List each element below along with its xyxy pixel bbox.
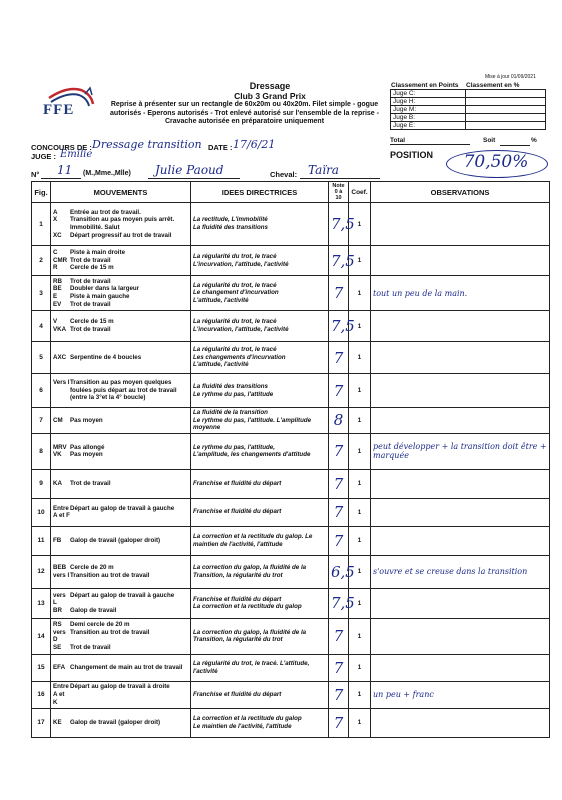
idea-line: La correction et la rectitude du galop (193, 715, 302, 723)
movement-line (53, 301, 188, 309)
figure-number: 2 (32, 246, 51, 276)
movement-text: Entrée au trot de travail. (70, 208, 141, 216)
movements-cell (51, 246, 191, 276)
movement-line (53, 505, 188, 520)
movement-letters: CMR (53, 256, 68, 264)
movement-text: Demi cercle de 20 m (70, 621, 130, 629)
movement-text: Cercle de 15 m (70, 264, 114, 272)
coef-cell: 1 (349, 276, 371, 311)
movements-cell (51, 618, 191, 654)
idea-line: La fluidité des transitions (193, 224, 268, 231)
note-cell: 7 (329, 618, 349, 654)
figure-number: 11 (32, 526, 51, 555)
coef-cell: 1 (349, 654, 371, 681)
note-cell: 7 (329, 469, 349, 498)
idea-line: La régularité du trot, le tracé (193, 252, 277, 260)
movement-letters: Entre A et F (53, 504, 70, 520)
final-score: 70,50% (463, 152, 529, 172)
juge-label: JUGE : (31, 152, 57, 161)
observation-cell: peut développer + la transition doit être + marquée (371, 433, 550, 469)
idea-line: La fluidité des transitions (193, 382, 268, 390)
observation-cell (371, 654, 550, 681)
note-cell: 7 (329, 342, 349, 374)
cheval-value: Taïra (308, 163, 339, 177)
movement-text: Départ au galop de travail à gauche (70, 591, 175, 599)
judge-c: Juge C: (391, 90, 466, 98)
cheval-label: Cheval: (270, 170, 298, 179)
rider-value: Julie Paoud (155, 163, 224, 177)
movement-letters: SE (53, 643, 62, 651)
observation-cell (371, 203, 550, 246)
movement-text: Cercle de 15 m (70, 318, 114, 326)
observation-cell (371, 618, 550, 654)
observation-cell: un peu + franc (371, 681, 550, 708)
concours-value: Dressage transition (92, 138, 202, 151)
header-note: Note 0 à 10 (329, 182, 349, 203)
form-subtitle: Club 3 Grand Prix (234, 91, 306, 101)
header-coef: Coef. (349, 182, 371, 203)
movements-cell (51, 654, 191, 681)
movement-text: Trot de travail (70, 479, 111, 487)
total-label: Total (390, 137, 470, 145)
movement-line (53, 664, 188, 672)
movement-text: Serpentine de 4 boucles (70, 353, 142, 361)
idea-line: La régularité du trot, le tracé (193, 281, 277, 289)
idea-line: Le changement d'incurvation (193, 289, 279, 297)
figure-number: 15 (32, 654, 51, 681)
idea-line: L'attitude, l'activité (193, 361, 249, 369)
ideas-cell (191, 276, 329, 311)
coef-cell: 1 (349, 433, 371, 469)
judge-m: Juge M: (391, 106, 466, 114)
movement-line (53, 621, 188, 629)
idea-line: La correction du galop, la fluidité de la (193, 564, 307, 572)
movement-letters: C (53, 249, 58, 257)
idea-line: Franchise et fluidité du départ (193, 690, 282, 698)
date-value: 17/6/21 (233, 138, 276, 151)
ideas-cell (191, 342, 329, 374)
header-mouvements: MOUVEMENTS (51, 182, 191, 203)
figure-number: 13 (32, 588, 51, 618)
idea-line: La régularité du trot, le tracé. L'attitude, l'activité (193, 660, 310, 675)
movement-letters: XC (53, 231, 62, 239)
note-cell: 7,5 (329, 588, 349, 618)
movements-cell (51, 342, 191, 374)
movements-cell (51, 311, 191, 342)
ideas-cell (191, 246, 329, 276)
movement-line (53, 607, 188, 615)
movement-line (53, 216, 188, 231)
table-row (32, 618, 550, 654)
movement-letters: vers I (53, 571, 70, 579)
movements-cell (51, 469, 191, 498)
rider-label: (M.,Mme.,Mlle) (83, 170, 131, 177)
coef-cell: 1 (349, 342, 371, 374)
coef-cell: 1 (349, 246, 371, 276)
movement-text: Trot de travail (70, 643, 111, 651)
ideas-cell (191, 654, 329, 681)
figure-number: 5 (32, 342, 51, 374)
movement-line (53, 285, 188, 293)
idea-line: Le maintien de l'activité, l'attitude (193, 722, 292, 730)
movement-line (53, 232, 188, 240)
movement-letters: MRV (53, 443, 67, 451)
figure-number: 8 (32, 433, 51, 469)
idea-line: La régularité du trot, le tracé (193, 318, 277, 326)
movement-text: Piste à main droite (70, 249, 126, 257)
movement-line (53, 326, 188, 334)
movement-letters: BEB (53, 564, 67, 572)
note-cell: 7,5 (329, 203, 349, 246)
ranking-col1: Classement en Points (391, 82, 459, 89)
coef-cell: 1 (349, 469, 371, 498)
movement-letters: V (53, 318, 58, 326)
movement-line (53, 480, 188, 488)
movement-text: Départ progressif au trot de travail (70, 231, 172, 239)
judges-table (390, 89, 546, 130)
judge-b: Juge B: (391, 114, 466, 122)
movement-text: Départ au galop de travail à gauche (70, 504, 175, 512)
ideas-cell (191, 618, 329, 654)
movement-letters: AXC (53, 353, 67, 361)
movement-line (53, 644, 188, 652)
idea-line: Franchise et fluidité du départ (193, 479, 282, 487)
movement-line (53, 264, 188, 272)
coef-cell: 1 (349, 681, 371, 708)
movement-text: Piste à main gauche (70, 293, 130, 300)
note-cell: 6,5 (329, 555, 349, 588)
update-note: Mise à jour 01/09/2021 (485, 74, 536, 80)
figure-number: 14 (32, 618, 51, 654)
observation-cell (371, 708, 550, 737)
movements-cell (51, 708, 191, 737)
movement-letters: BE (53, 285, 62, 293)
table-row (32, 203, 550, 246)
figure-number: 16 (32, 681, 51, 708)
coef-cell: 1 (349, 618, 371, 654)
table-row (32, 498, 550, 526)
number-label: N° (31, 170, 40, 179)
observation-cell (371, 374, 550, 408)
movements-cell (51, 203, 191, 246)
coef-cell: 1 (349, 498, 371, 526)
movement-line (53, 629, 188, 644)
figure-number: 7 (32, 408, 51, 434)
number-value: 11 (57, 163, 73, 177)
idea-line: La régularité du trot, le tracé (193, 346, 277, 354)
movement-text: Trot de travail (70, 256, 111, 264)
movements-cell (51, 555, 191, 588)
table-row (32, 276, 550, 311)
concours-label: CONCOURS DE : (31, 143, 92, 152)
figure-number: 10 (32, 498, 51, 526)
movement-line (53, 318, 188, 326)
movement-line (53, 379, 188, 402)
note-cell: 7 (329, 498, 349, 526)
movement-line (53, 537, 188, 545)
table-row (32, 311, 550, 342)
org-name: FFE (43, 102, 75, 118)
idea-line: Franchise et fluidité du départ (193, 595, 282, 603)
coef-cell: 1 (349, 311, 371, 342)
movement-letters: BR (53, 607, 62, 615)
ideas-cell (191, 469, 329, 498)
movement-text: Trot de travail (70, 300, 111, 308)
movements-cell (51, 498, 191, 526)
idea-line: La correction et la rectitude du galop (193, 603, 302, 611)
figure-number: 9 (32, 469, 51, 498)
observation-cell: tout un peu de la main. (371, 276, 550, 311)
movement-line (53, 444, 188, 452)
movement-letters: X (53, 216, 58, 224)
movement-line (53, 592, 188, 607)
observation-cell (371, 311, 550, 342)
coef-cell: 1 (349, 408, 371, 434)
movement-letters: VK (53, 451, 62, 459)
observation-cell: s'ouvre et se creuse dans la transition (371, 555, 550, 588)
observation-cell (371, 408, 550, 434)
note-cell: 8 (329, 408, 349, 434)
movement-letters: CM (53, 416, 63, 424)
movement-text: Galop de travail (galoper droit) (70, 718, 161, 726)
movement-text: Pas allongé (70, 443, 105, 451)
scoring-table (31, 181, 550, 738)
idea-line: La fluidité de la transition (193, 409, 268, 416)
movement-letters: Vers I (53, 379, 70, 387)
table-row (32, 246, 550, 276)
movement-letters: vers L (53, 591, 66, 607)
movements-cell (51, 588, 191, 618)
movements-cell (51, 408, 191, 434)
movement-letters: R (53, 264, 58, 272)
movement-line (53, 209, 188, 217)
table-row (32, 433, 550, 469)
ideas-cell (191, 408, 329, 434)
table-row (32, 342, 550, 374)
percent-sign: % (531, 137, 537, 144)
movement-line (53, 293, 188, 301)
coef-cell: 1 (349, 708, 371, 737)
coef-cell: 1 (349, 555, 371, 588)
table-row (32, 681, 550, 708)
ideas-cell (191, 433, 329, 469)
movement-letters: FB (53, 536, 62, 544)
observation-cell (371, 498, 550, 526)
figure-number: 6 (32, 374, 51, 408)
observation-cell (371, 526, 550, 555)
movement-line (53, 719, 188, 727)
movement-line (53, 572, 188, 580)
idea-line: Transition, la régularité du trot (193, 636, 283, 644)
table-row (32, 654, 550, 681)
table-row (32, 708, 550, 737)
ranking-col2: Classement en % (466, 82, 520, 89)
figure-number: 17 (32, 708, 51, 737)
movement-line (53, 417, 188, 425)
movement-letters: Entre A et K (53, 683, 69, 706)
idea-line: L'attitude, l'activité (193, 296, 249, 304)
movement-letters: A (53, 208, 58, 216)
note-cell: 7 (329, 526, 349, 555)
movement-letters: VKA (53, 326, 67, 333)
header-observations: OBSERVATIONS (371, 182, 550, 203)
movement-letters: vers D (53, 628, 66, 644)
table-row (32, 588, 550, 618)
observation-cell (371, 588, 550, 618)
movement-line (53, 683, 188, 706)
idea-line: La correction et la rectitude du galop. Le maintien de l'activité, l'attitude (193, 533, 313, 548)
coef-cell: 1 (349, 526, 371, 555)
movement-text: Transition au pas moyen puis arrêt. Immobilité. Salut (70, 216, 175, 231)
movement-text: Transition au pas moyen quelques foulées puis départ au trot de travail (entre la 3°et la 4° boucle) (70, 379, 177, 402)
ideas-cell (191, 708, 329, 737)
movement-text: Galop de travail (galoper droit) (70, 536, 161, 544)
movements-cell (51, 433, 191, 469)
header-fig: Fig. (32, 182, 51, 203)
header-idees: IDEES DIRECTRICES (191, 182, 329, 203)
form-description: Reprise à présenter sur un rectangle de 60x20m ou 40x20m. Filet simple - gogue autorisés - Eperons autorisés - Trot enlevé autorisé sur l'ensemble de la reprise - Cravache autorisée en préparatoire uniquement (110, 101, 379, 126)
note-cell: 7 (329, 681, 349, 708)
movements-cell (51, 526, 191, 555)
figure-number: 1 (32, 203, 51, 246)
note-cell: 7,5 (329, 311, 349, 342)
idea-line: Le rythme du pas, l'attitude (193, 390, 274, 398)
idea-line: L'incurvation, l'attitude, l'activité (193, 326, 289, 333)
movement-text: Changement de main au trot de travail (70, 663, 183, 671)
movement-text: Transition au trot de travail (70, 571, 150, 579)
idea-line: Transition, la régularité du trot (193, 571, 283, 579)
judge-h: Juge H: (391, 98, 466, 106)
movement-text: Doubler dans la largeur (70, 285, 140, 293)
movement-letters: E (53, 293, 58, 300)
movement-text: Pas moyen (70, 416, 103, 424)
idea-line: Les changements d'incurvation (193, 353, 286, 361)
ideas-cell (191, 526, 329, 555)
idea-line: L'amplitude, les changements d'attitude (193, 451, 311, 459)
movements-cell (51, 681, 191, 708)
ideas-cell (191, 374, 329, 408)
ideas-cell (191, 203, 329, 246)
ideas-cell (191, 498, 329, 526)
idea-line: Le rythme du pas, l'attitude, (193, 443, 275, 451)
movement-letters: RB (53, 277, 62, 285)
figure-number: 3 (32, 276, 51, 311)
table-row (32, 555, 550, 588)
coef-cell: 1 (349, 203, 371, 246)
ideas-cell (191, 681, 329, 708)
coef-cell: 1 (349, 374, 371, 408)
table-row (32, 408, 550, 434)
position-label: POSITION (390, 150, 434, 160)
note-cell: 7 (329, 374, 349, 408)
idea-line: L'incurvation, l'attitude, l'activité (193, 260, 289, 268)
note-cell: 7 (329, 708, 349, 737)
movement-letters: EV (53, 300, 62, 308)
judge-e: Juge E: (391, 122, 466, 130)
movement-text: Départ au galop de travail à droite (70, 683, 170, 691)
observation-cell (371, 469, 550, 498)
movement-line (53, 278, 188, 286)
ffe-logo (37, 80, 99, 122)
movements-cell (51, 374, 191, 408)
soit-label: Soit (483, 137, 496, 144)
movement-line (53, 257, 188, 265)
observation-cell (371, 342, 550, 374)
movement-letters: KA (53, 479, 62, 487)
note-cell: 7,5 (329, 246, 349, 276)
ideas-cell (191, 588, 329, 618)
movement-text: Trot de travail (70, 277, 111, 285)
note-cell: 7 (329, 654, 349, 681)
date-label: DATE : (208, 143, 233, 152)
movement-line (53, 564, 188, 572)
movement-line (53, 249, 188, 257)
idea-line: La rectitude, L'immobilité (193, 216, 268, 224)
idea-line: Franchise et fluidité du départ (193, 508, 282, 516)
movement-text: Cercle de 20 m (70, 564, 114, 572)
movement-letters: RS (53, 621, 62, 629)
form-title: Dressage (249, 81, 291, 91)
movement-line (53, 354, 188, 362)
note-cell: 7 (329, 433, 349, 469)
movement-text: Pas moyen (70, 451, 103, 459)
observation-cell (371, 246, 550, 276)
ideas-cell (191, 555, 329, 588)
movement-letters: KE (53, 718, 62, 726)
figure-number: 4 (32, 311, 51, 342)
table-row (32, 526, 550, 555)
table-row (32, 374, 550, 408)
coef-cell: 1 (349, 588, 371, 618)
idea-line: Le rythme du pas, l'attitude. L'amplitude moyenne (193, 416, 312, 432)
table-row (32, 469, 550, 498)
ideas-cell (191, 311, 329, 342)
juge-value: Emilie (60, 149, 93, 160)
idea-line: La correction du galop, la fluidité de la (193, 628, 307, 636)
figure-number: 12 (32, 555, 51, 588)
note-cell: 7 (329, 276, 349, 311)
movement-line (53, 451, 188, 459)
movement-letters: EFA (53, 663, 66, 671)
movement-text: Trot de travail (70, 326, 111, 333)
movements-cell (51, 276, 191, 311)
movement-text: Transition au trot de travail (70, 628, 150, 636)
movement-text: Galop de travail (70, 607, 117, 615)
